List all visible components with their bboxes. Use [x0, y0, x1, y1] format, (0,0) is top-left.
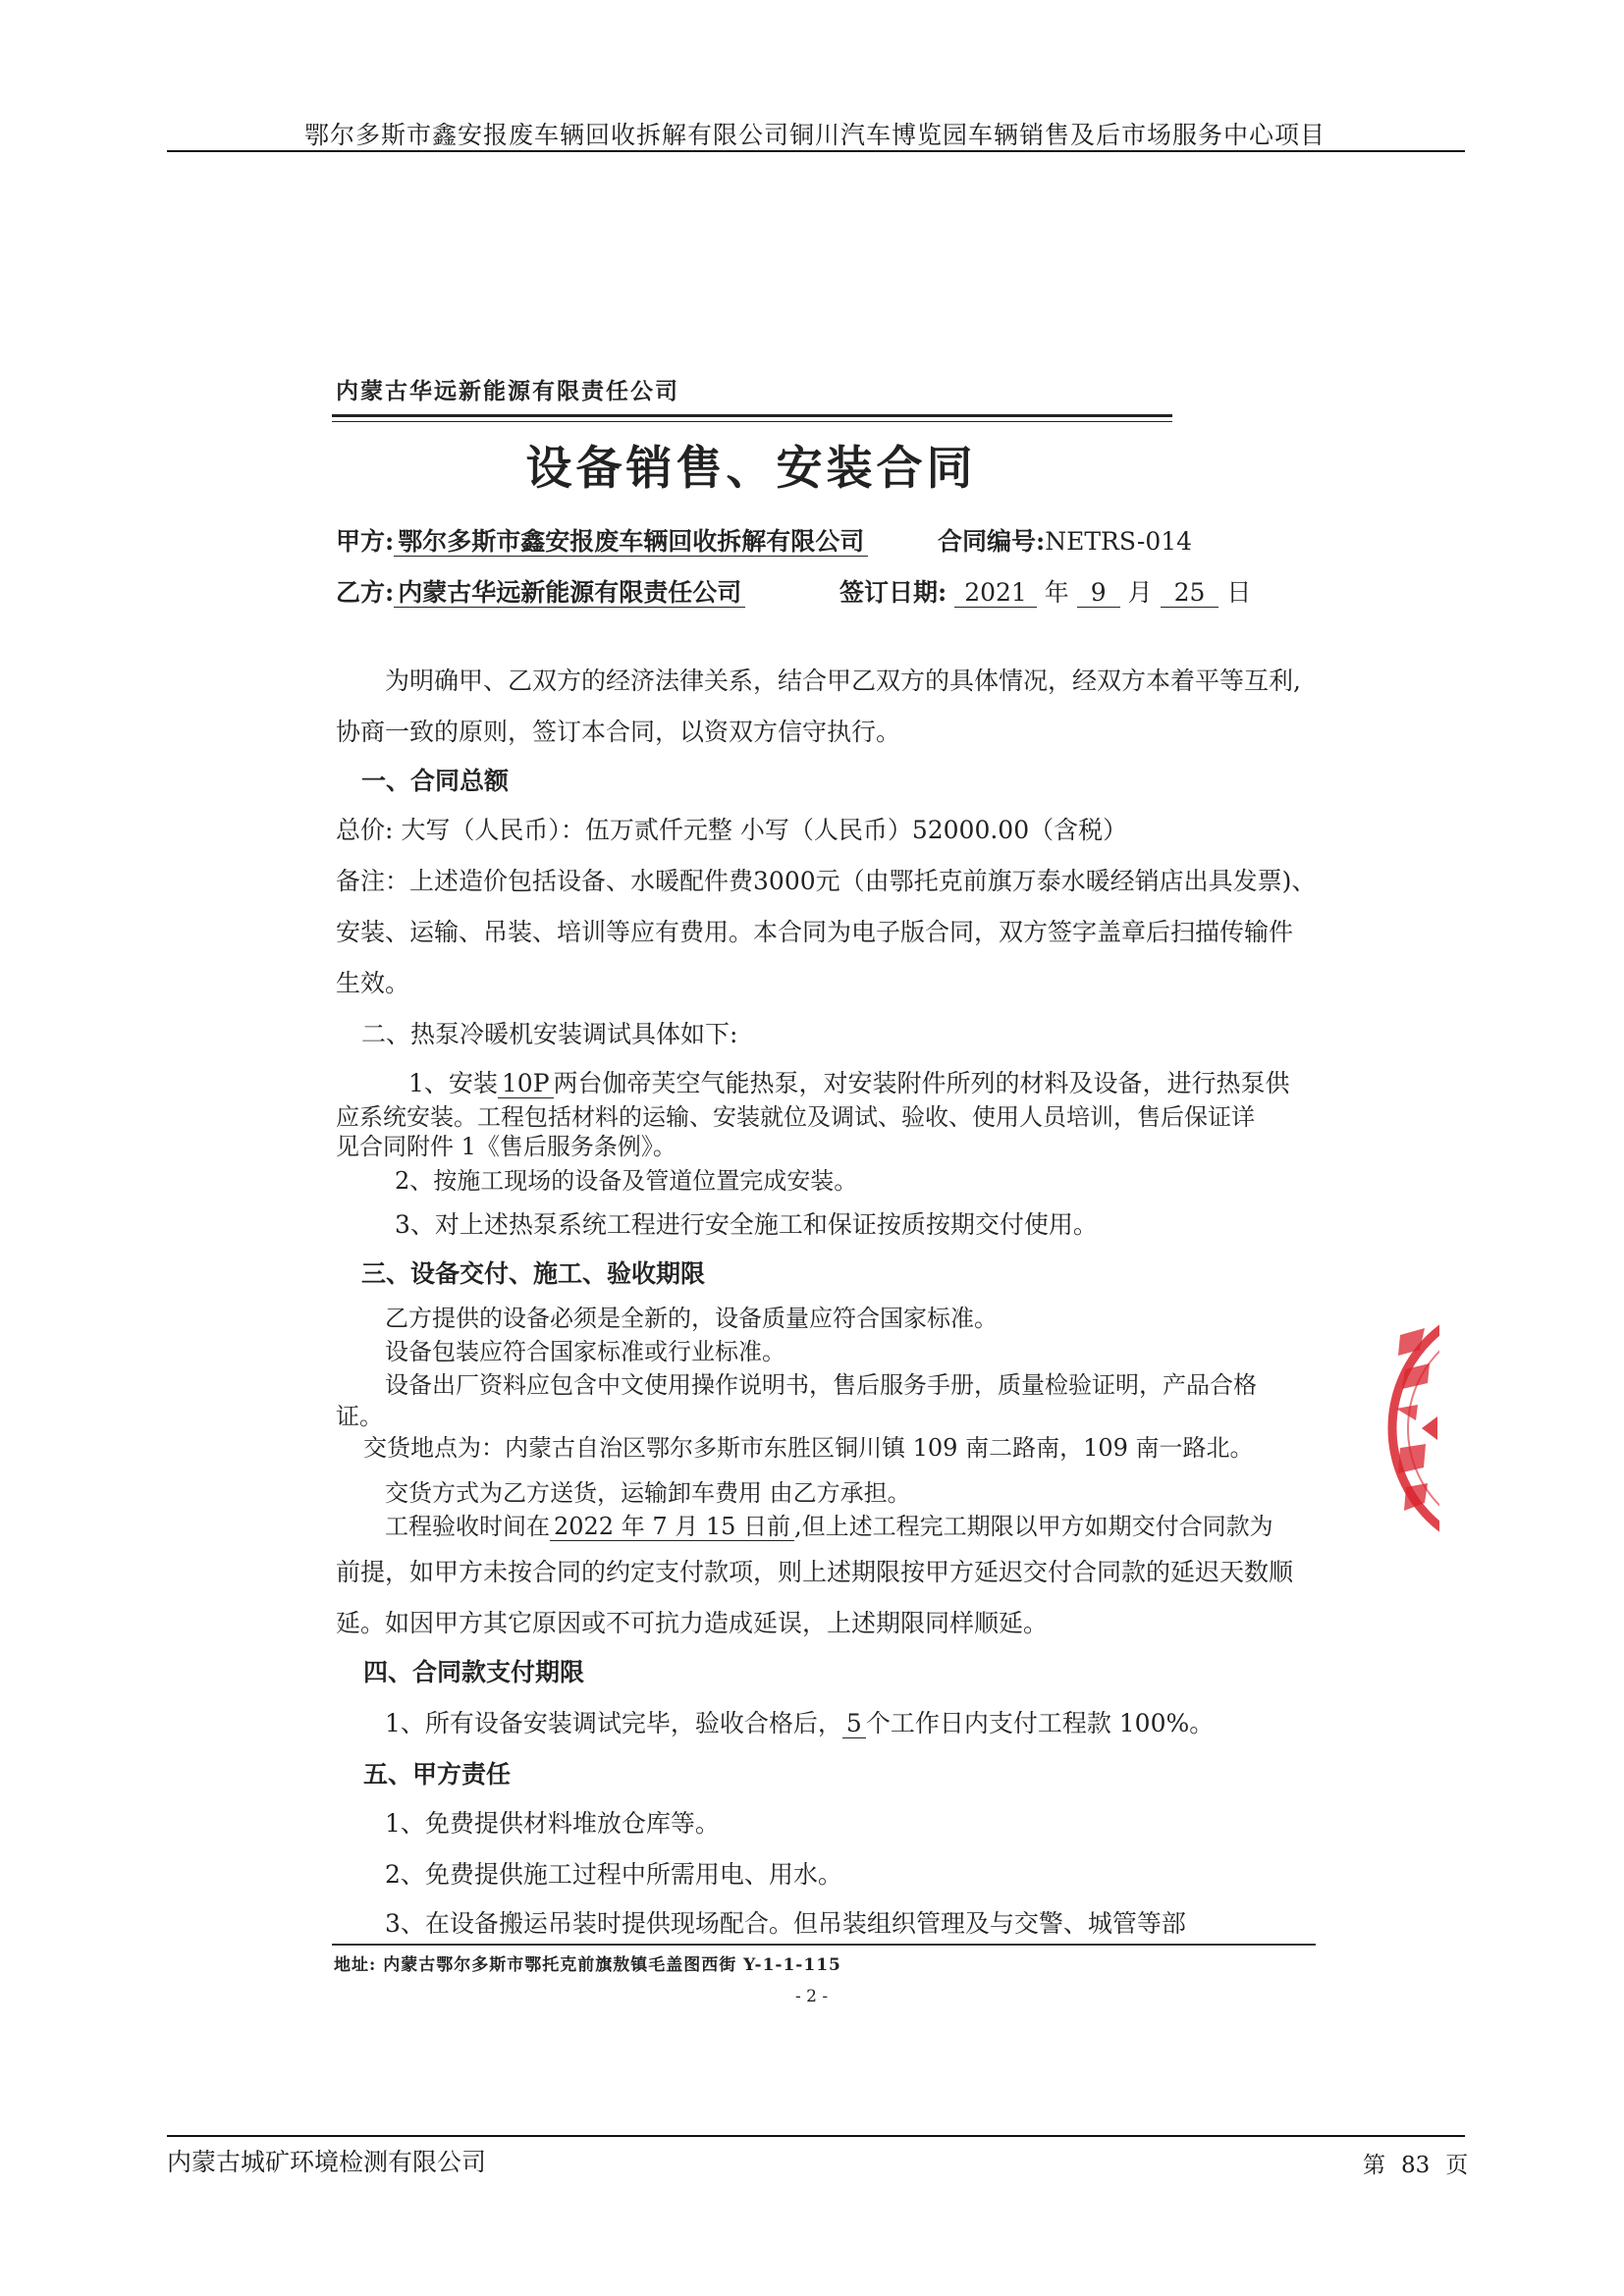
item-2: 2、按施工现场的设备及管道位置完成安装。: [395, 1167, 858, 1195]
section-3-line-4: 证。: [336, 1403, 383, 1430]
party-a-row: [336, 522, 868, 558]
section-3-line-2: 设备包装应符合国家标准或行业标准。: [385, 1338, 785, 1365]
acceptance-suffix: ,但上述工程完工期限以甲方如期交付合同款为: [794, 1513, 1273, 1540]
footer-rule: [167, 2135, 1465, 2137]
contract-no: NETRS-014: [1045, 527, 1193, 556]
sign-year: 2021: [954, 578, 1037, 608]
item-1-line-2: 应系统安装。工程包括材料的运输、安装就位及调试、验收、使用人员培训，售后保证详: [336, 1103, 1255, 1131]
section-3-line-3: 设备出厂资料应包含中文使用操作说明书，售后服务手册，质量检验证明，产品合格: [385, 1371, 1257, 1399]
acceptance-time-line: [385, 1512, 1273, 1541]
day-char: 日: [1226, 578, 1252, 607]
acceptance-date: 2022 年 7 月 15 日前: [550, 1513, 794, 1541]
header-rule: [167, 150, 1465, 152]
section-3-heading: 三、设备交付、施工、验收期限: [361, 1259, 706, 1288]
remark-line-3: 生效。: [336, 969, 410, 997]
party-b-name: 内蒙古华远新能源有限责任公司: [394, 578, 745, 608]
page-suffix: 页: [1445, 2153, 1469, 2178]
page-prefix: 第: [1363, 2153, 1385, 2178]
year-char: 年: [1044, 578, 1069, 607]
section-5-line-2: 2、免费提供施工过程中所需用电、用水。: [385, 1860, 842, 1889]
footer-company: 内蒙古城矿环境检测有限公司: [167, 2148, 487, 2176]
inner-page-number: - 2 -: [795, 1987, 829, 2006]
intro-line-1: 为明确甲、乙双方的经济法律关系，结合甲乙双方的具体情况，经双方本着平等互利,: [385, 667, 1301, 695]
remark-line-2: 安装、运输、吊装、培训等应有费用。本合同为电子版合同，双方签字盖章后扫描传输件: [336, 918, 1294, 946]
section-5-heading: 五、甲方责任: [363, 1760, 512, 1789]
item-3: 3、对上述热泵系统工程进行安全施工和保证按质按期交付使用。: [395, 1210, 1098, 1239]
section-3-line-8: 前提，如甲方未按合同的约定支付款项，则上述期限按甲方延迟交付合同款的延迟天数顺: [336, 1558, 1294, 1586]
intro-line-2: 协商一致的原则，签订本合同，以资双方信守执行。: [336, 718, 901, 746]
company-seal: [1371, 1301, 1439, 1556]
party-b-label: 乙方:: [336, 578, 395, 607]
party-a-name: 鄂尔多斯市鑫安报废车辆回收拆解有限公司: [394, 527, 868, 557]
page-number: 83: [1401, 2153, 1431, 2178]
heat-pump-model: 10P: [498, 1069, 554, 1098]
address-rule: [332, 1944, 1316, 1946]
item-1-text: 两台伽帝芙空气能热泵，对安装附件所列的材料及设备，进行热泵供: [553, 1069, 1290, 1097]
section-3-line-1: 乙方提供的设备必须是全新的，设备质量应符合国家标准。: [385, 1305, 998, 1332]
section-5-line-3: 3、在设备搬运吊装时提供现场配合。但吊装组织管理及与交警、城管等部: [385, 1909, 1186, 1938]
acceptance-prefix: 工程验收时间在: [385, 1513, 550, 1540]
letterhead-rule: [332, 414, 1172, 417]
sign-day: 25: [1161, 578, 1219, 608]
item-1-line-3: 见合同附件 1《售后服务条例》。: [336, 1133, 677, 1160]
section-3-line-9: 延。如因甲方其它原因或不可抗力造成延误，上述期限同样顺延。: [336, 1609, 1049, 1637]
scanned-contract: [324, 373, 1326, 2022]
footer-page-number: [1355, 2147, 1476, 2179]
company-address: 地址: 内蒙古鄂尔多斯市鄂托克前旗敖镇毛盖图西街 Y-1-1-115: [334, 1955, 841, 1975]
payment-prefix: 1、所有设备安装调试完毕，验收合格后，: [385, 1709, 842, 1737]
delivery-method: 交货方式为乙方送货，运输卸车费用 由乙方承担。: [385, 1479, 911, 1507]
month-char: 月: [1127, 578, 1153, 607]
section-2-heading: 二、热泵冷暖机安装调试具体如下:: [361, 1020, 738, 1048]
contract-no-label: 合同编号:: [938, 527, 1046, 556]
contract-no-row: [938, 522, 1192, 558]
total-price-line: 总价: 大写（人民币）：伍万贰仟元整 小写（人民币）52000.00（含税）: [336, 816, 1128, 844]
page-header-title: 鄂尔多斯市鑫安报废车辆回收拆解有限公司铜川汽车博览园车辆销售及后市场服务中心项目: [303, 121, 1326, 149]
remark-line-1: 备注：上述造价包括设备、水暖配件费3000元（由鄂托克前旗万泰水暖经销店出具发票)、: [336, 867, 1317, 895]
item-1-prefix: 1、安装: [408, 1069, 498, 1097]
payment-days: 5: [842, 1709, 866, 1738]
party-b-row: [336, 573, 745, 609]
letterhead-rule-thin: [332, 421, 1172, 422]
section-1-heading: 一、合同总额: [361, 767, 510, 795]
sign-month: 9: [1077, 578, 1120, 608]
sign-date-label: 签订日期:: [839, 578, 947, 607]
payment-suffix: 个工作日内支付工程款 100%。: [865, 1709, 1215, 1737]
party-a-label: 甲方:: [336, 527, 395, 556]
section-4-heading: 四、合同款支付期限: [363, 1658, 585, 1686]
delivery-location: 交货地点为：内蒙古自治区鄂尔多斯市东胜区铜川镇 109 南二路南，109 南一路北。: [363, 1434, 1254, 1462]
payment-term: [385, 1698, 1214, 1749]
section-5-line-1: 1、免费提供材料堆放仓库等。: [385, 1809, 720, 1838]
contract-title: 设备销售、安装合同: [525, 442, 977, 496]
sign-date-row: [839, 573, 1251, 609]
letterhead: 内蒙古华远新能源有限责任公司: [336, 378, 679, 404]
